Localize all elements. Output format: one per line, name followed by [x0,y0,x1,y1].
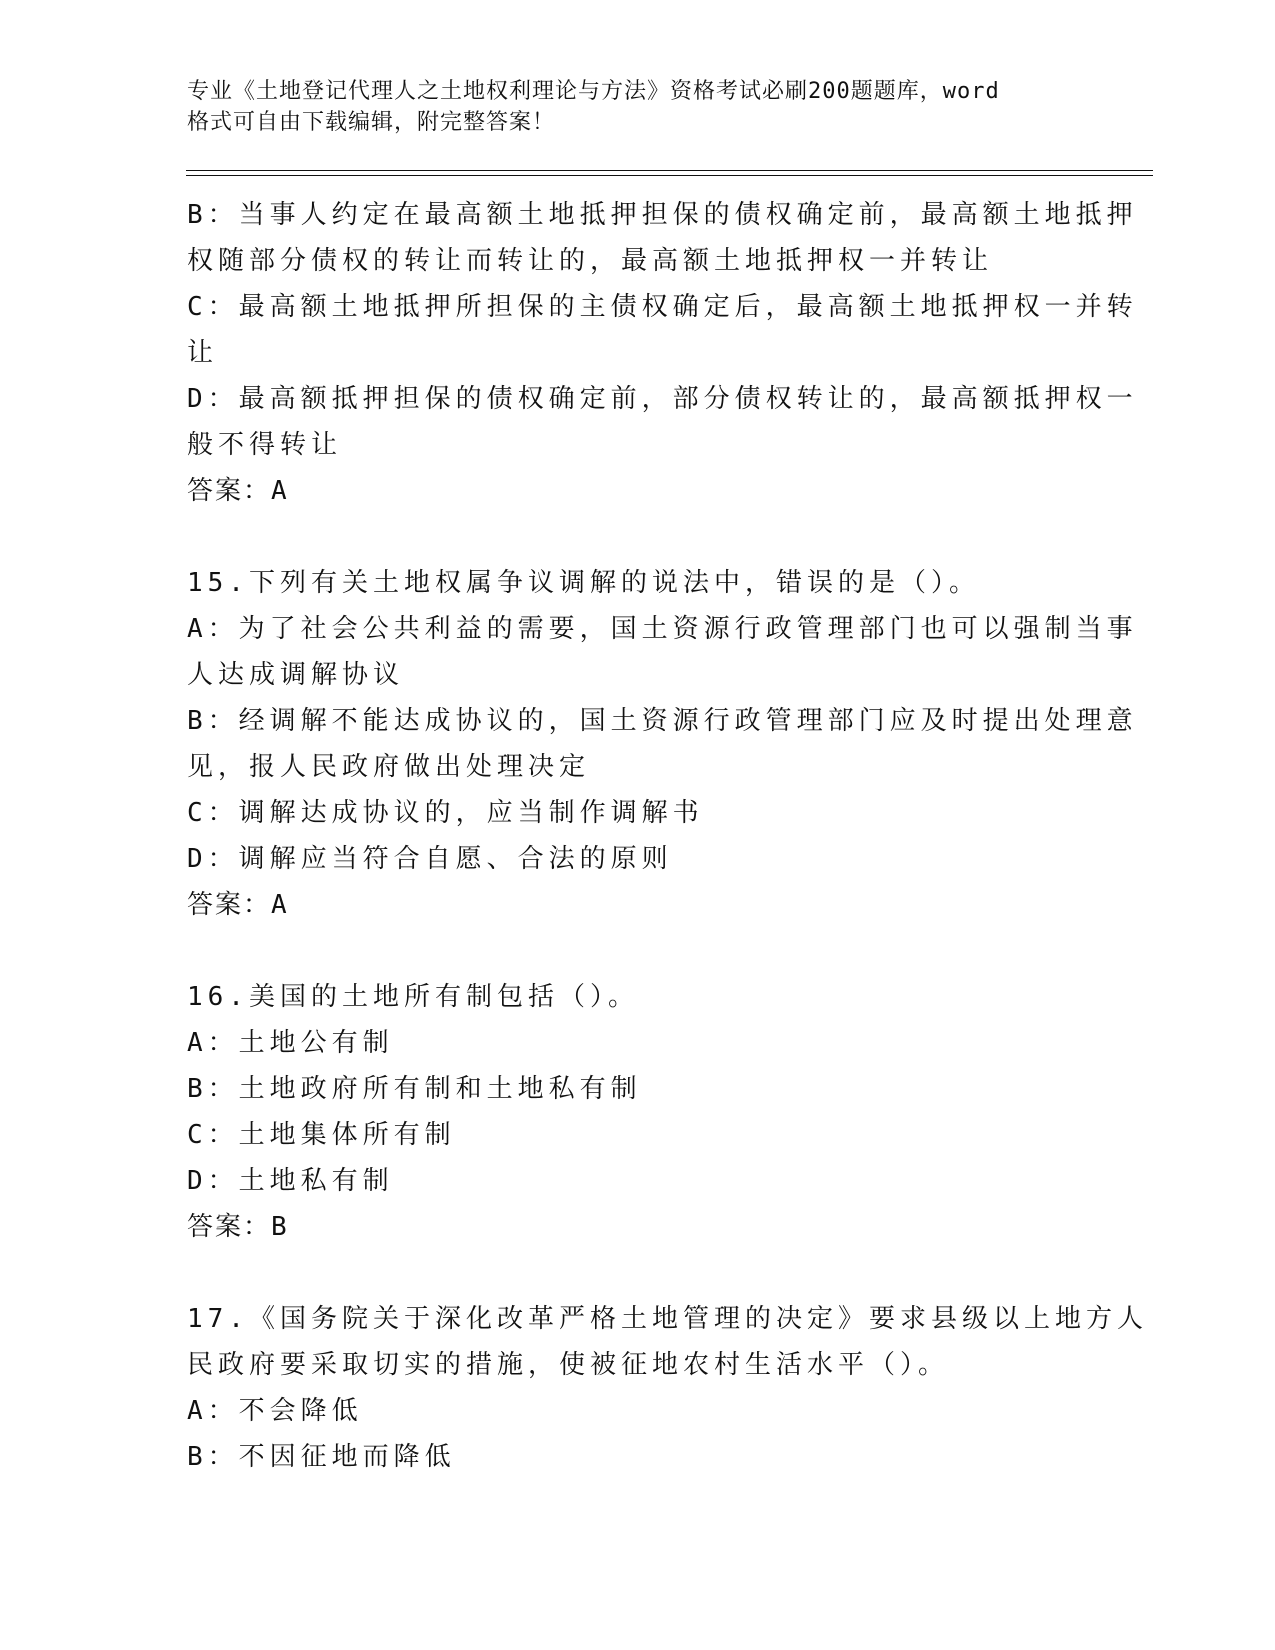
text-line: B：经调解不能达成协议的，国土资源行政管理部门应及时提出处理意 [187,706,1138,736]
question-body [187,192,1148,1480]
text-line: 见，报人民政府做出处理决定 [187,752,591,782]
text-line: 人达成调解协议 [187,660,405,690]
text-line: D：最高额抵押担保的债权确定前，部分债权转让的，最高额抵押权一 [187,384,1138,414]
text-line: D：调解应当符合自愿、合法的原则 [187,844,673,874]
text-line: 17.《国务院关于深化改革严格土地管理的决定》要求县级以上地方人 [187,1304,1148,1334]
text-line: A：土地公有制 [187,1028,394,1058]
text-line: C：最高额土地抵押所担保的主债权确定后，最高额土地抵押权一并转 [187,292,1138,322]
text-line: 权随部分债权的转让而转让的，最高额土地抵押权一并转让 [187,246,994,276]
answer-line: 答案：A [187,476,289,506]
text-line: 16.美国的土地所有制包括（）。 [187,982,639,1012]
text-line: B：当事人约定在最高额土地抵押担保的债权确定前，最高额土地抵押 [187,200,1138,230]
header-rule-bottom [186,175,1153,176]
question-spacer [187,514,1087,560]
header-rule-top [186,170,1153,171]
answer-line: 答案：A [187,890,289,920]
text-line: 让 [187,338,219,368]
text-line: B：土地政府所有制和土地私有制 [187,1074,642,1104]
document-header: 专业《土地登记代理人之土地权利理论与方法》资格考试必刷200题题库，word 格式可自由下载编辑，附完整答案！ [187,79,1000,135]
text-line: 民政府要采取切实的措施，使被征地农村生活水平（）。 [187,1350,950,1380]
question-spacer [187,1250,1087,1296]
text-line: C：土地集体所有制 [187,1120,456,1150]
question-spacer [187,928,1087,974]
text-line: C：调解达成协议的，应当制作调解书 [187,798,704,828]
text-line: 般不得转让 [187,430,343,460]
text-line: A：不会降低 [187,1396,363,1426]
text-line: D：土地私有制 [187,1166,394,1196]
text-line: A：为了社会公共利益的需要，国土资源行政管理部门也可以强制当事 [187,614,1138,644]
text-line: 15.下列有关土地权属争议调解的说法中，错误的是（）。 [187,568,980,598]
answer-line: 答案：B [187,1212,289,1242]
text-line: B：不因征地而降低 [187,1442,456,1472]
